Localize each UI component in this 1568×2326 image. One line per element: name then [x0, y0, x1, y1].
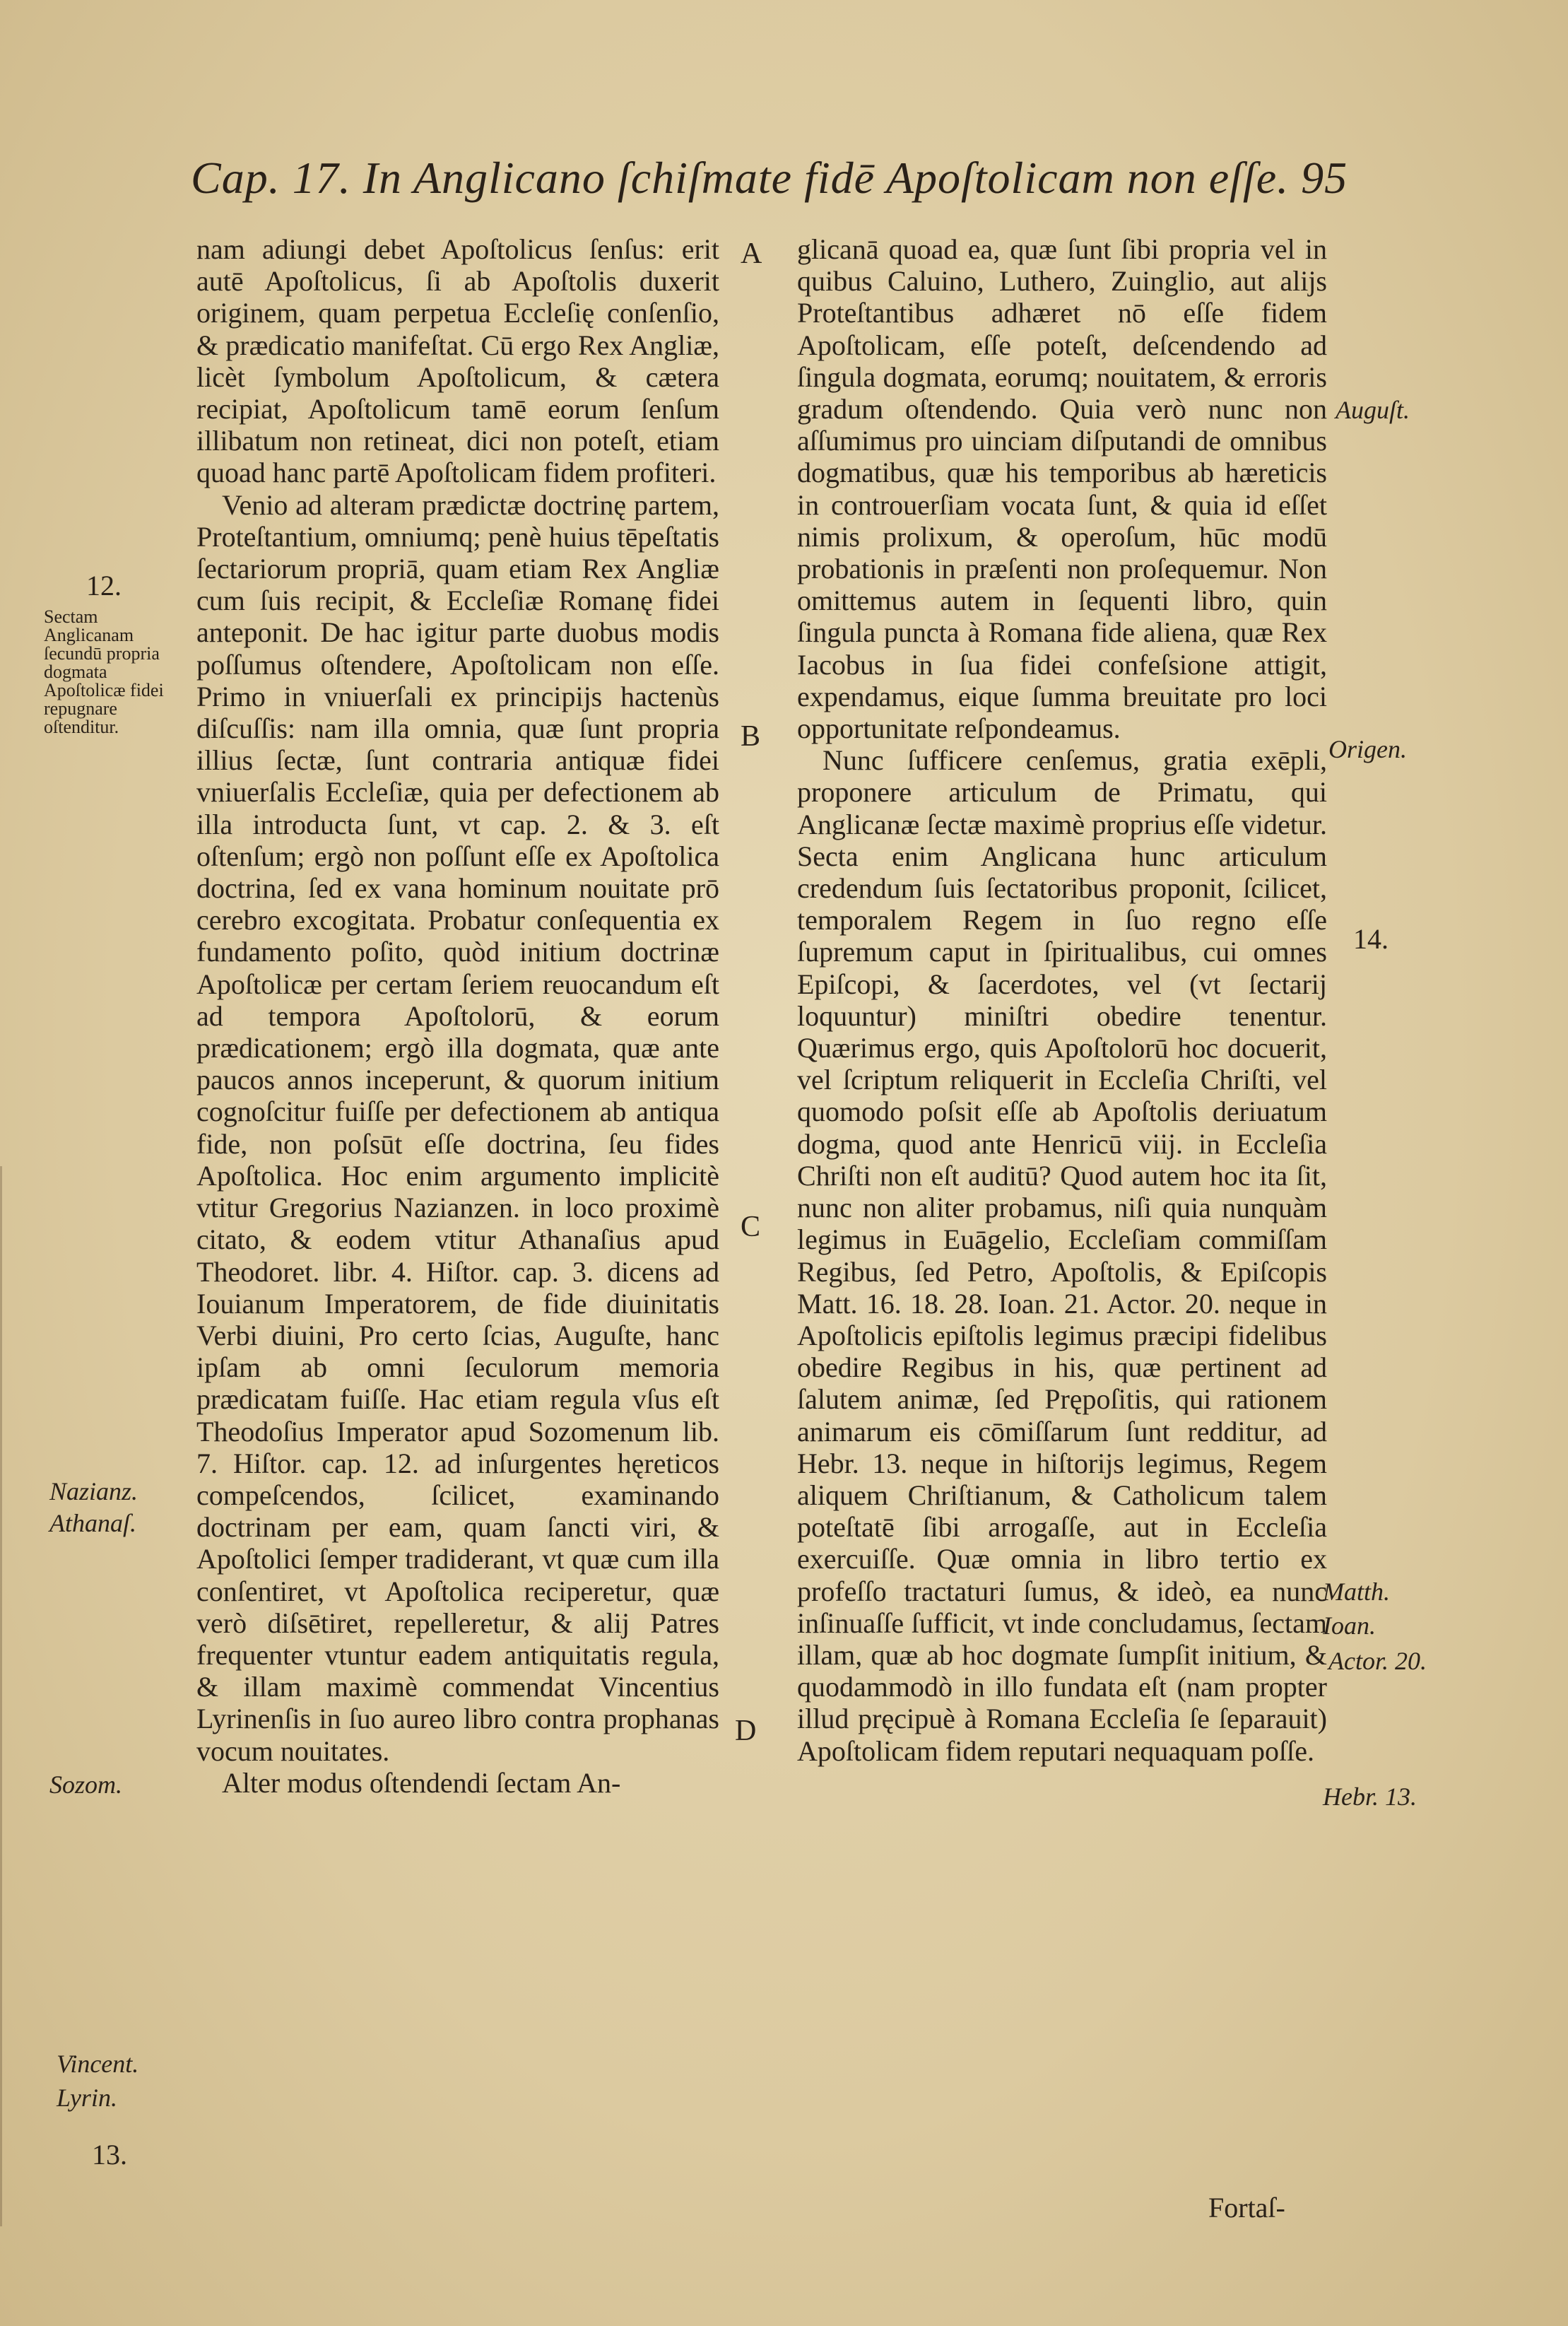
paragraph-number: 12.: [86, 570, 122, 601]
section-letter-a: A: [741, 237, 762, 270]
margin-note-nazianz: Nazianz.: [49, 1477, 138, 1505]
paragraph: Alter modus oſtendendi ſectam An-: [222, 1766, 621, 1799]
section-letter-b: B: [741, 720, 761, 753]
paragraph-number: 13.: [92, 2139, 127, 2171]
margin-summary: Sectam Anglicanam ſecundū propria dogmata Apoſtolicæ fidei repugnare oſtenditur.: [44, 606, 164, 737]
margin-note-sozom: Sozom.: [49, 1770, 123, 1799]
paragraph: Nunc ſufficere cenſemus, gratia exēpli, proponere articulum de Primatu, qui Anglicanæ ſectæ maximè proprius eſſe videtur. Secta enim Anglicana hunc articulum credendum ſuis ſectatoribus proponit, ſcilicet, temporalem Regem in ſuo regno eſſe ſupremum caput in ſpiritualibus, cui omnes Epiſcopi, & ſacerdotes, vel (vt ſectarij loquuntur) miniſtri obedire tenentur. Quærimus ergo, quis Apoſtolorū hoc docuerit, vel ſcriptum reliquerit in Eccleſia Chriſti, vel quomodo poſsit eſſe ab Apoſtolis deriuatum dogma, quod ante Henricū viij. in Eccleſia Chriſti non eſt auditū? Quod autem hoc ita ſit, nunc non aliter probamus, niſi quia nunquàm legimus in Euāgelio, Eccleſiam commiſſam Regibus, ſed Petro, Apoſtolis, & Epiſcopis Matt. 16. 18. 28. Ioan. 21. Actor. 20. neque in Apoſtolicis epiſtolis legimus præcipi fidelibus obedire Regibus in his, quæ pertinent ad ſalutem animæ, ſed Prępoſitis, qui rationem animarum eis cōmiſſarum ſunt redditur, ad Hebr. 13. neque in hiſtorijs legimus, Regem aliquem Chriſtianum, & Catholicum talem poteſtatē ſibi arrogaſſe, aut in Eccleſia exercuiſſe. Quæ omnia in libro tertio ex profeſſo tractaturi ſumus, & ideò, ea nunc inſinuaſſe ſufficit, vt inde concludamus, ſectam illam, quæ ab hoc dogmate ſumpſit initium, & quodammodò in illo fundata eſt (nam propter illud pręcipuè à Romana Eccleſia ſe ſeparauit) Apoſtolicam fidem reputari nequaquam poſſe.: [797, 744, 1327, 1767]
margin-note-ioan: Ioan.: [1323, 1611, 1376, 1640]
margin-note-matth: Matth.: [1323, 1578, 1390, 1606]
margin-note-athanas: Athanaſ.: [49, 1509, 136, 1537]
section-letter-c: C: [741, 1211, 761, 1243]
margin-note-vincent: Vincent.: [57, 2050, 139, 2078]
right-column: [797, 233, 1327, 1767]
margin-note-origen: Origen.: [1328, 735, 1407, 763]
margin-note-august: Auguſt.: [1336, 396, 1410, 424]
section-letter-d: D: [735, 1715, 757, 1747]
paragraph: nam adiungi debet Apoſtolicus ſenſus: erit autē Apoſtolicus, ſi ab Apoſtolis duxerit originem, quam perpetua Eccleſię conſenſio, & prædicatio manifeſtat. Cū ergo Rex Angliæ, licèt ſymbolum Apoſtolicum, & cætera recipiat, Apoſtolicum tamē eorum ſenſum illibatum non retineat, dici non poteſt, etiam quoad hanc partē Apoſtolicam fidem profiteri.: [196, 233, 719, 489]
left-column: [196, 233, 719, 1799]
paragraph-number: 14.: [1353, 923, 1389, 955]
binding-edge: [0, 1166, 18, 2226]
paragraph: glicanā quoad ea, quæ ſunt ſibi propria vel in quibus Caluino, Luthero, Zuinglio, aut alijs Proteſtantibus adhæret nō eſſe fidem Apoſtolicam, eſſe poteſt, deſcendendo ad ſingula dogmata, eorumq; nouitatem, & erroris gradum oſtendendo. Quia verò nunc non aſſumimus pro uinciam diſputandi de omnibus dogmatibus, quæ his temporibus ab hæreticis in controuerſiam vocata ſunt, & quia id eſſet nimis prolixum, & operoſum, hūc modū probationis in præſenti non proſequemur. Non omittemus autem in ſequenti libro, quin ſingula puncta à Romana fide aliena, quæ Rex Iacobus in ſua fidei confeſsione attigit, expendamus, eique ſumma breuitate pro loci opportunitate reſpondeamus.: [797, 233, 1327, 745]
paragraph: Venio ad alteram prædictæ doctrinę partem, Proteſtantium, omniumq; penè huius tēpeſtatis ſectariorum propriā, quam etiam Rex Angliæ cum ſuis recipit, & Eccleſiæ Romanę fidei anteponit. De hac igitur parte duobus modis poſſumus oſtendere, Apoſtolicam non eſſe. Primo in vniuerſali ex principijs hactenùs diſcuſſis: nam illa omnia, quæ ſunt propria illius ſectæ, ſunt contraria antiquæ fidei vniuerſalis Eccleſiæ, quia per defectionem ab illa introducta ſunt, vt cap. 2. & 3. eſt oſtenſum; ergò non poſſunt eſſe ex Apoſtolica doctrina, ſed ex vana hominum nouitate prō cerebro excogitata. Probatur conſequentia ex fundamento poſito, quòd initium doctrinæ Apoſtolicæ per certam ſeriem reuocandum eſt ad tempora Apoſtolorū, & eorum prædicationem; ergò illa dogmata, quæ ante paucos annos inceperunt, & quorum initium cognoſcitur fuiſſe per defectionem ab antiqua fide, non poſsūt eſſe doctrina, ſeu fides Apoſtolica. Hoc enim argumento implicitè vtitur Gregorius Nazianzen. in loco proximè citato, & eodem vtitur Athanaſius apud Theodoret. libr. 4. Hiſtor. cap. 3. dicens ad Iouianum Imperatorem, de fide diuinitatis Verbi diuini, Pro certo ſcias, Auguſte, hanc ipſam ab omni ſeculorum memoria prædicatam fuiſſe. Hac etiam regula vſus eſt Theodoſius Imperator apud Sozomenum lib. 7. Hiſtor. cap. 12. ad inſurgentes hęreticos compeſcendos, ſcilicet, examinando doctrinam per eam, quam ſancti viri, & Apoſtolici ſemper tradiderant, vt quæ cum illa conſentiret, vt Apoſtolica reciperetur, quæ verò diſsētiret, repelleretur, & alij Patres frequenter vtuntur eadem antiquitatis regula, & illam maximè commendat Vincentius Lyrinenſis in ſuo aureo libro contra prophanas vocum nouitates.: [196, 488, 719, 1767]
catchword: Fortaſ-: [1208, 2192, 1285, 2224]
margin-note-actor: Actor. 20.: [1328, 1647, 1427, 1675]
running-header: Cap. 17. In Anglicano ſchiſmate fidē Apoſtolicam non eſſe. 95: [191, 153, 1348, 203]
margin-note-lyrin: Lyrin.: [57, 2084, 117, 2112]
margin-note-hebr: Hebr. 13.: [1323, 1782, 1417, 1811]
